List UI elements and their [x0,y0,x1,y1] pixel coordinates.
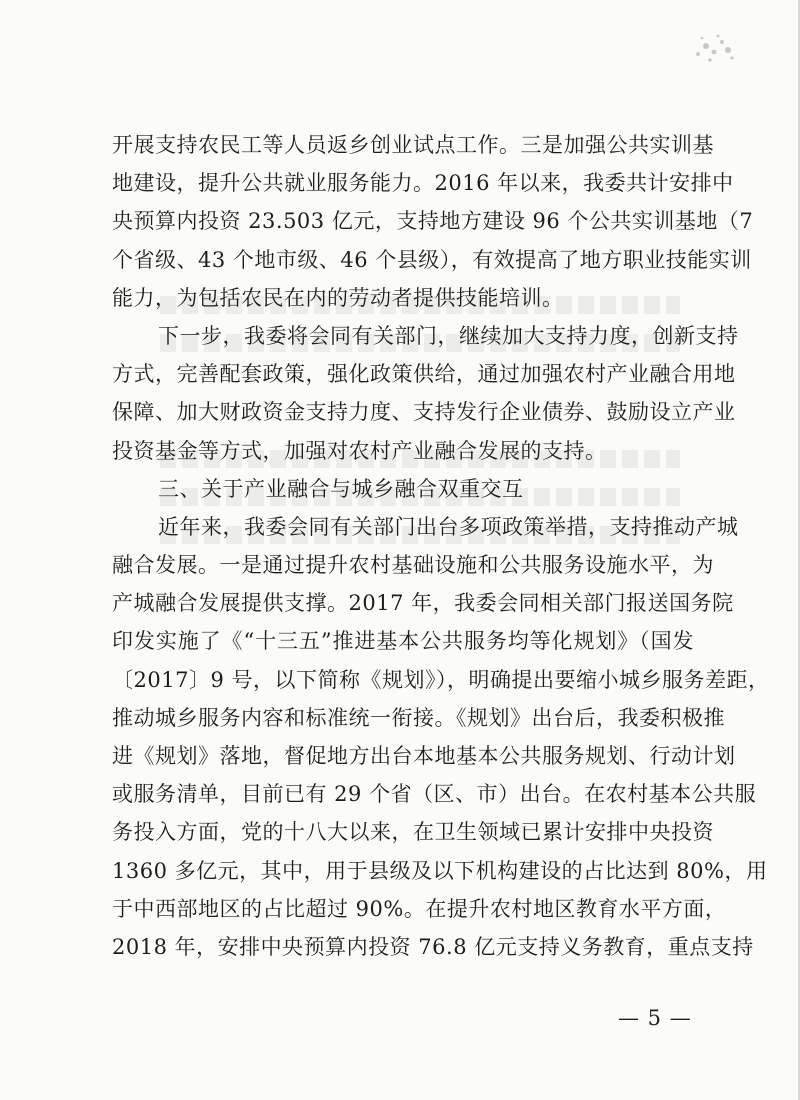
text-line: 近年来，我委会同有关部门出台多项政策举措，支持推动产城 [158,514,739,539]
text-line: 于中西部地区的占比超过 90%。在提升农村地区教育水平方面， [112,896,727,921]
text-line: 产城融合发展提供支撑。2017 年，我委会同相关部门报送国务院 [112,591,734,616]
text-line: 地建设，提升公共就业服务能力。2016 年以来，我委共计安排中 [112,171,734,196]
text-line: 进《规划》落地，督促地方出台本地基本公共服务规划、行动计划 [112,744,736,768]
text-line: 〔2017〕9 号，以下简称《规划》），明确提出要缩小城乡服务差距， [112,667,770,692]
text-line: 务投入方面，党的十八大以来，在卫生领域已累计安排中央投资 [112,820,714,845]
text-line: 1360 多亿元，其中，用于县级及以下机构建设的占比达到 80%，用 [112,858,768,883]
text-line: 央预算内投资 23.503 亿元，支持地方建设 96 个公共实训基地（7 [112,209,754,234]
text-line: 或服务清单，目前已有 29 个省（区、市）出台。在农村基本公共服 [112,782,757,807]
page-number: — 5 — [618,1006,692,1030]
text-line: 下一步，我委将会同有关部门，继续加大支持力度，创新支持 [158,323,739,348]
document-body [112,126,770,966]
text-line: 开展支持农民工等人员返乡创业试点工作。三是加强公共实训基 [112,133,714,157]
text-line: 保障、加大财政资金支持力度、支持发行企业债券、鼓励设立产业 [112,400,736,425]
text-line: 推动城乡服务内容和标准统一衔接。《规划》出台后，我委积极推 [112,705,725,730]
text-line: 印发实施了《“十三五”推进基本公共服务均等化规划》（国发 [112,629,694,654]
text-line: 方式，完善配套政策，强化政策供给，通过加强农村产业融合用地 [112,362,736,387]
text-line: 融合发展。一是通过提升农村基础设施和公共服务设施水平，为 [112,553,714,578]
text-line: 个省级、43 个地市级、46 个县级），有效提高了地方职业技能实训 [112,247,752,272]
section-heading: 三、关于产业融合与城乡融合双重交互 [158,476,524,501]
text-line: 投资基金等方式，加强对农村产业融合发展的支持。 [112,438,607,463]
corner-smudge-mark [684,26,744,70]
text-line: 2018 年，安排中央预算内投资 76.8 亿元支持义务教育，重点支持 [112,934,754,959]
text-line: 能力，为包括农民在内的劳动者提供技能培训。 [112,285,564,310]
